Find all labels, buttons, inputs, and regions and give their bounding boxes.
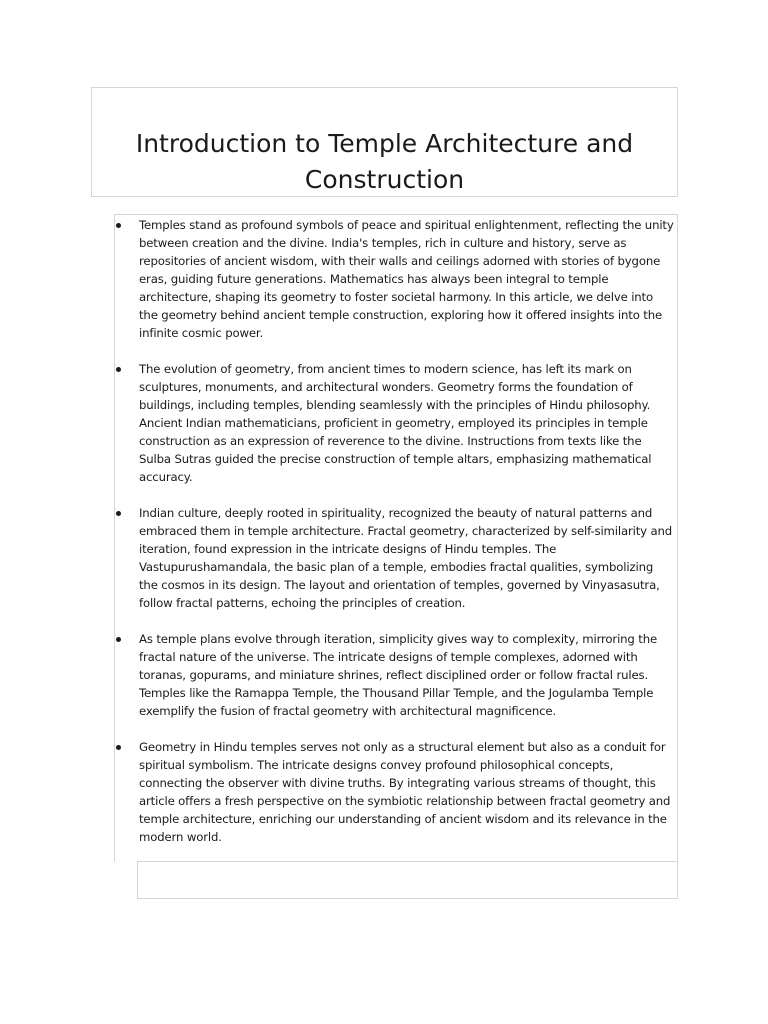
bullet-icon <box>116 367 121 372</box>
list-item <box>115 360 677 486</box>
paragraph-text: The evolution of geometry, from ancient times to modern science, has left its mark on sculptures, monuments, and architectural wonders. Geometry forms the foundation of buildings, including temples, blending seamlessly with the principles of Hindu philosophy. Ancient Indian mathematicians, proficient in geometry, employed its principles in temple construction as an expression of reverence to the divine. Instructions from texts like the Sulba Sutras guided the precise construction of temple altars, emphasizing mathematical accuracy. <box>139 362 652 484</box>
paragraph-text: Temples stand as profound symbols of peace and spiritual enlightenment, reflecting the unity between creation and the divine. India's temples, rich in culture and history, serve as repositories of ancient wisdom, with their walls and ceilings adorned with stories of bygone eras, guiding future generations. Mathematics has always been integral to temple architecture, shaping its geometry to foster societal harmony. In this article, we delve into the geometry behind ancient temple construction, exploring how it offered insights into the infinite cosmic power. <box>139 218 674 340</box>
title-frame <box>91 87 678 197</box>
bullet-icon <box>116 223 121 228</box>
empty-footer-frame <box>137 861 678 899</box>
bullet-icon <box>116 637 121 642</box>
list-item <box>115 216 677 342</box>
list-item <box>115 630 677 720</box>
list-item <box>115 738 677 846</box>
bullet-list <box>115 216 677 864</box>
document-title: Introduction to Temple Architecture and Construction <box>135 129 634 194</box>
paragraph-text: Indian culture, deeply rooted in spirituality, recognized the beauty of natural patterns and embraced them in temple architecture. Fractal geometry, characterized by self-similarity and iteration, found expression in the intricate designs of Hindu temples. The Vastupurushamandala, the basic plan of a temple, embodies fractal qualities, symbolizing the cosmos in its design. The layout and orientation of temples, governed by Vinyasasutra, follow fractal patterns, echoing the principles of creation. <box>139 506 673 610</box>
paragraph-text: Geometry in Hindu temples serves not only as a structural element but also as a conduit for spiritual symbolism. The intricate designs convey profound philosophical concepts, connecting the observer with divine truths. By integrating various streams of thought, this article offers a fresh perspective on the symbiotic relationship between fractal geometry and temple architecture, enriching our understanding of ancient wisdom and its relevance in the modern world. <box>139 740 671 844</box>
paragraph-text: As temple plans evolve through iteration, simplicity gives way to complexity, mirroring the fractal nature of the universe. The intricate designs of temple complexes, adorned with toranas, gopurams, and miniature shrines, reflect disciplined order or follow fractal rules. Temples like the Ramappa Temple, the Thousand Pillar Temple, and the Jogulamba Temple exemplify the fusion of fractal geometry with architectural magnificence. <box>139 632 657 718</box>
content-frame <box>114 214 678 862</box>
bullet-icon <box>116 511 121 516</box>
bullet-icon <box>116 745 121 750</box>
list-item <box>115 504 677 612</box>
